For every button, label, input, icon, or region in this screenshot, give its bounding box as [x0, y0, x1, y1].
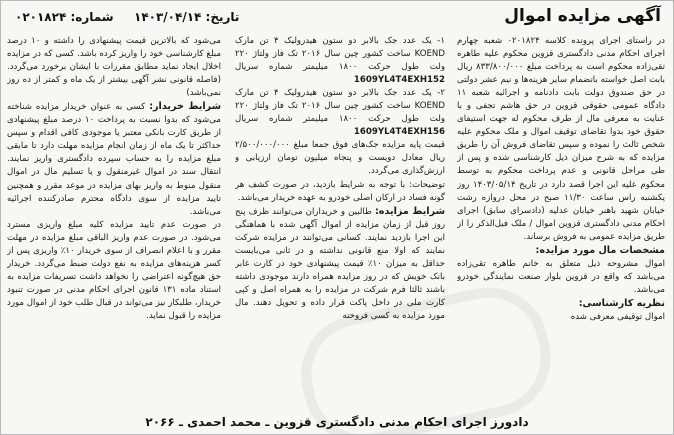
column-middle — [235, 35, 445, 405]
number-value: ۰۲۰۱۸۲۴ — [15, 10, 67, 24]
date-value: ۱۴۰۳/۰۴/۱۴ — [134, 10, 202, 24]
column-left — [7, 35, 221, 405]
expert-heading: نظریه کارشناسی: — [578, 297, 665, 309]
notice-title: آگهی مزایده اموال — [504, 6, 661, 26]
property-text: اموال مشروحه ذیل متعلق به خانم طاهره تقی‌زاده می‌باشد که واقع در قزوین بلوار صنعت نمایندگی خودرو می‌باشد. — [457, 258, 665, 295]
notice-header — [7, 3, 667, 33]
item-2-serial: 1609YL4T4EXH156 — [353, 127, 445, 138]
date-number-line — [15, 10, 239, 24]
base-price-text: قیمت پایه مزایده جک‌های فوق جمعا مبلغ ۲/۵۰۰/۰۰۰/۰۰۰ ریال معادل دویست و پنجاه میلیون تومان ارزیابی و ارزش‌گذاری می‌گردد. — [235, 140, 445, 177]
conditions-heading: شرایط مزایده: — [374, 205, 445, 217]
column-right — [457, 35, 665, 405]
item-1-text: ۱- یک عدد جک بالابر دو ستون هیدرولیک ۴ تن مارک KOEND ساخت کشور چین سال ۲۰۱۶ تک فاز ولتاژ ۲۲۰ ولت طول حرکت ۱۸۰۰ میلیمتر شماره سریال — [235, 36, 445, 73]
signature-footer: دادورز اجرای احکام مدنی دادگستری قزوین ـ محمد احمدی ـ ۲۰۶۶ — [145, 415, 529, 429]
item-1-serial: 1609YL4T4EXH152 — [353, 75, 445, 86]
sale-terms-text: می‌شود که بالاترین قیمت پیشنهادی را داشته و ۱۰ درصد مبلغ کارشناسی خود را واریز کرده باشد. کسی که در مزایده اخلال ایجاد نماید مطابق مقررات با ایشان برخورد می‌گردد. (فاصله قانونی نشر آگهی بیشتر از یک ماه و کمتر از ده روز نمی‌باشد) — [7, 36, 221, 99]
buyer-paragraph — [7, 100, 221, 218]
conditions-paragraph — [235, 205, 445, 323]
conditions-text: طالبین و خریداران می‌توانند ظرف پنج روز قبل از زمان مزایده از اموال آگهی شده با هماهنگی این اجرا بازدید نمایند. کسانی می‌توانند در مزایده شرکت نمایند که اولا منع قانونی نداشته و در ثانی می‌بایست حداقل به میزان ۱۰٪ قیمت پیشنهادی خود در کارت غابر بانک خویش که در روز مزایده همراه دارند موجودی داشته باشند ثالثا فرم شرکت در مزایده را به همراه اصل و کپی کارت ملی در داخل پاکت قرار داده و تحویل دهند. مال مورد مزایده به کسی فروخته — [235, 206, 445, 321]
buyer-heading: شرایط خریدار: — [149, 101, 221, 113]
date-label: تاریخ: — [205, 10, 240, 24]
refund-text: در صورت عدم تایید مزایده کلیه مبلغ واریزی مسترد می‌شود. در صورت عدم واریز الباقی مبلغ مزایده در مهلت مقرر و با اعلام انصراف از سوی خریدار ۱۰٪ واریزی پس از کسر هزینه‌های مزایده به نفع دولت ضبط می‌گردد. خریدار حق هیچ‌گونه اعتراضی را نخواهد داشت تسریفات مزایده به استناد ماده ۱۳۱ قانون اجرای احکام مدنی در صورت تنبود خریدار، طلبکار نیز می‌تواند در قبال طلب خود از اموال مورد مزایده را قبول نماید. — [7, 219, 221, 321]
notes-text: توضیحات: با توجه به شرایط بازدید، در صورت کشف هر گونه فساد در ارکان اصلی خودرو به عهده خریدار می‌باشد. — [235, 179, 445, 203]
item-2-text: ۲- یک عدد جک بالابر دو ستون هیدرولیک ۴ تن مارک KOEND ساخت کشور چین سال ۲۰۱۶ تک فاز ولتاژ ۲۲۰ ولت طول حرکت ۱۸۰۰ میلیمتر شماره سریال — [235, 88, 445, 125]
property-heading: مشخصات مال مورد مزایده: — [535, 244, 665, 256]
number-label: شماره: — [70, 10, 114, 24]
intro-paragraph: در راستای اجرای پرونده کلاسه ۰۲۰۱۸۲۴ شعبه چهارم اجرای احکام مدنی دادگستری قزوین محکوم علیه طاهره تقی‌زاده محکوم است به پرداخت مبلغ ۸۳۳/۸۰۰/۰۰۰ ریال بابت اصل خواسته باتضمام سایر هزینه‌ها و نیم عشر دولتی در حق صندوق دولت بابت دادنامه و اجرائیه شعبه ۱۱ دادگاه عمومی حقوقی قزوین در حق هاشم تجفی و با عنایت به معرفی مال از طرف محکوم له جهت استیفای حقوق خود بدوا تقاضای توقیف اموال و ملک محکوم علیه شخص ثالث را نموده و سپس تقاضای فروش آن را طریق مزایده که به شرح میزان ذیل کارشناسی شده و پس از طی مراحل قانونی و عدم پرداخت محکوم به توسط محکوم علیه این اجرا قصد دارد در تاریخ ۱۴۰۳/۰۵/۱۴ روز یکشنبه راس ساعت ۱۱/۳۰ صبح در محل دروازه رشت خیابان شهید باهنر خیابان عدلیه (دادسرای سابق) اجرای احکام مدنی دادگستری قزوین اموال / ملک فیل‌الذکر را از طریق مزایده عمومی به فروش برساند. — [457, 36, 665, 242]
expert-text: اموال توقیفی معرفی شده — [570, 311, 665, 322]
item-1 — [235, 35, 445, 87]
buyer-text: کسی به عنوان خریدار مزایده شناخته می‌شود که بدوا نسبت به پرداخت ۱۰ درصد مبلغ پیشنهادی از طریق کارت بانکی معتبر یا موجودی کافی اقدام و سپس حداکثر تا یک ماه از زمان انجام مزایده مهلت دارد تا مابقی مبلغ مزایده را به حساب سپرده دادگستری واریز نمایند. انتقال سند در اموال غیرمنقول و یا تسلیم مال در اموال منقول منوط به واریز بهای مزایده در موعد مقرر و همچنین تایید مزایده از سوی دادگاه محترم صادرکننده اجرائیه می‌باشد. — [7, 102, 221, 217]
item-2 — [235, 87, 445, 139]
